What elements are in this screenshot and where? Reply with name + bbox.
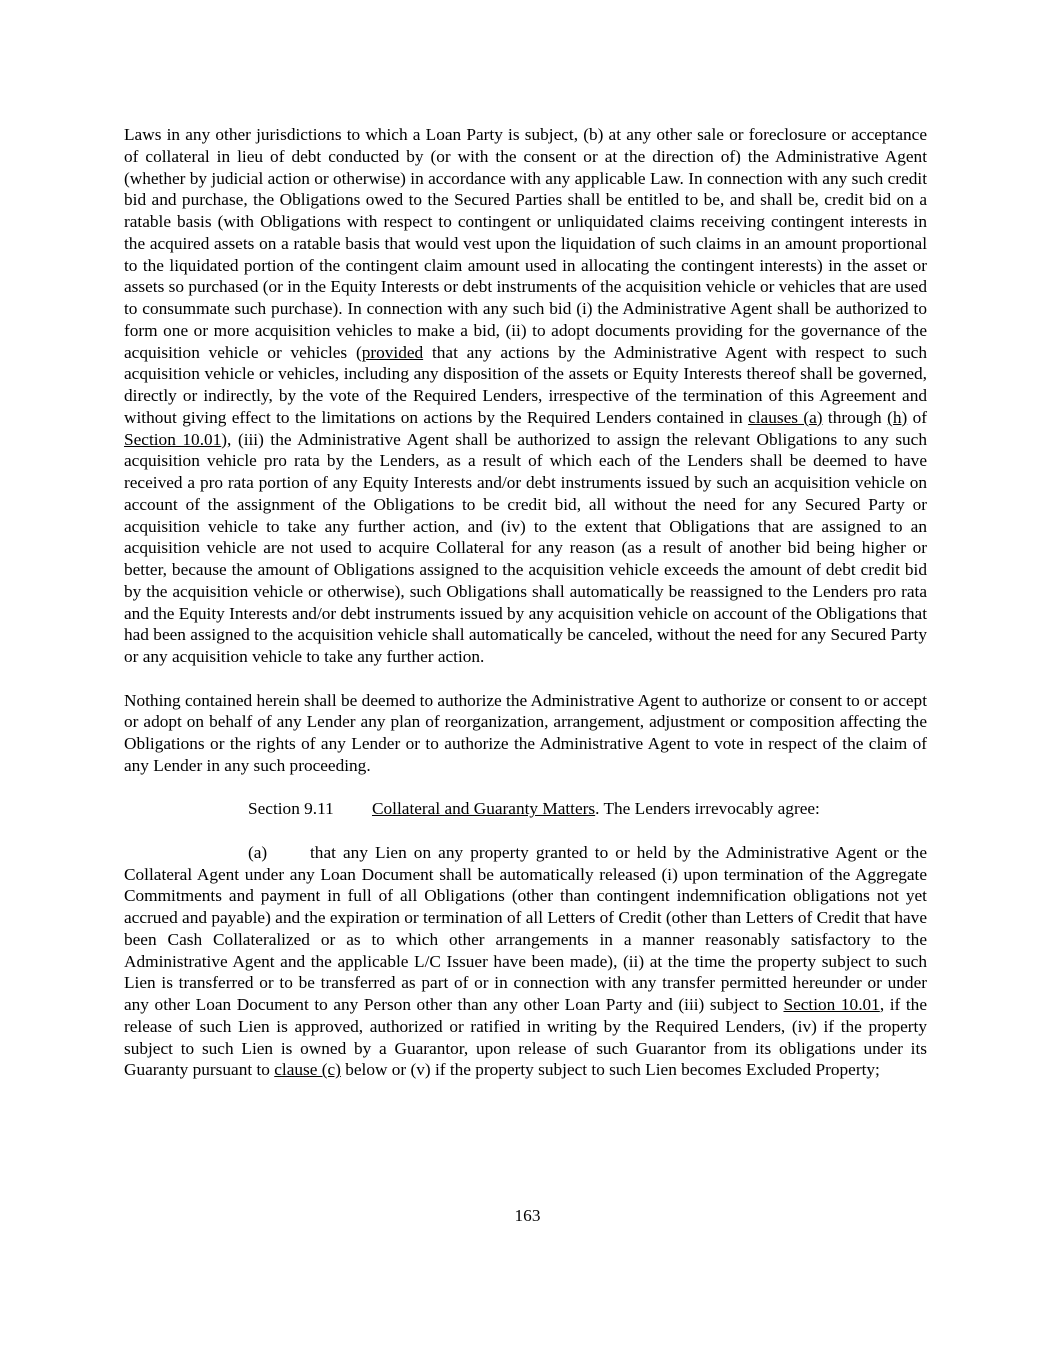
- page-number: 163: [514, 1206, 541, 1225]
- clause-a-paragraph: [124, 842, 927, 1081]
- paragraph-nothing-contained: Nothing contained herein shall be deemed to authorize the Administrative Agent to authorize or consent to or accept or adopt on behalf of any Lender any plan of reorganization, arrangement, adjustment or composition affecting the Obligations or the rights of any Lender or to authorize the Administrative Agent to vote in respect of the claim of any Lender in any such proceeding.: [124, 690, 927, 775]
- text-run: that any actions by the Administrative Agent with respect to such acquisition vehicle or vehicles, including any disposition of the assets or Equity Interests thereof shall be governed, directly or indirectly, by the vote of the Required Lenders, irrespective of the termination of this Agreement and without giving effect to the limitations on actions by the Required Lenders contained in: [124, 342, 927, 427]
- clause-a-label: (a): [248, 842, 268, 862]
- text-run: below or (v) if the property subject to such Lien becomes Excluded Property;: [340, 1060, 880, 1080]
- document-page: [124, 124, 927, 1081]
- text-run: , if the release of such Lien is approved, authorized or ratified in writing by the Required Lenders, (iv) if the property subject to such Lien is owned by a Guarantor, upon release of such Guarantor from its obligations under its Guaranty pursuant to: [124, 995, 927, 1080]
- section-rest: . The Lenders irrevocably agree:: [595, 799, 820, 819]
- provided-term: provided: [361, 342, 424, 362]
- clauses-a-reference: clauses (a): [748, 407, 823, 427]
- section-10-01-reference: Section 10.01: [783, 995, 880, 1014]
- section-number: Section 9.11: [248, 799, 334, 819]
- text-run: through: [822, 407, 888, 427]
- clause-c-reference: clause (c): [274, 1060, 341, 1080]
- paragraph-credit-bid: [124, 124, 927, 668]
- clause-h-reference: (h): [887, 407, 908, 427]
- section-heading: [124, 798, 927, 820]
- text-run: of: [907, 407, 927, 427]
- text-run: that any Lien on any property granted to or held by the Administrative Agent or the Collateral Agent under any Loan Document shall be automatically released (i) upon termination of the Aggregate Commitments and payment in full of all Obligations (other than contingent indemnification obligations not yet accrued and payable) and the expiration or termination of all Letters of Credit (other than Letters of Credit that have been Cash Collateralized or as to which other arrangements in a manner reasonably satisfactory to the Administrative Agent and the applicable L/C Issuer have been made), (ii) at the time the property subject to such Lien is transferred or to be transferred as part of or in connection with any transfer permitted hereunder or under any other Loan Document to any Person other than any other Loan Party and (iii) subject to: [124, 842, 927, 1014]
- section-title: Collateral and Guaranty Matters: [372, 799, 596, 819]
- text-run: ), (iii) the Administrative Agent shall be authorized to assign the relevant Obligations to any such acquisition vehicle pro rata by the Lenders, as a result of which each of the Lenders shall be deemed to have received a pro rata portion of any Equity Interests and/or debt instruments issued by such an acquisition vehicle on account of the assignment of the Obligations to be credit bid, all without the need for any Secured Party or acquisition vehicle to take any further action, and (iv) to the extent that Obligations that are assigned to an acquisition vehicle are not used to acquire Collateral for any reason (as a result of another bid being higher or better, because the amount of Obligations assigned to the acquisition vehicle exceeds the amount of debt credit bid by the acquisition vehicle or otherwise), such Obligations shall automatically be reassigned to the Lenders pro rata and the Equity Interests and/or debt instruments issued by any acquisition vehicle on account of the Obligations that had been assigned to the acquisition vehicle shall automatically be canceled, without the need for any Secured Party or any acquisition vehicle to take any further action.: [124, 429, 927, 666]
- section-10-01-reference: Section 10.01: [124, 429, 222, 449]
- text-run: Laws in any other jurisdictions to which a Loan Party is subject, (b) at any other sale or foreclosure or acceptance of collateral in lieu of debt conducted by (or with the consent or at the direction of) the Administrative Agent (whether by judicial action or otherwise) in accordance with any applicable Law. In connection with any such credit bid and purchase, the Obligations owed to the Secured Parties shall be entitled to be, and shall be, credit bid on a ratable basis (with Obligations with respect to contingent or unliquidated claims receiving contingent interests in the acquired assets on a ratable basis that would vest upon the liquidation of such claims in an amount proportional to the liquidated portion of the contingent claim amount used in allocating the contingent interests) in the asset or assets so purchased (or in the Equity Interests or debt instruments of the acquisition vehicle or vehicles that are used to consummate such purchase). In connection with any such bid (i) the Administrative Agent shall be authorized to form one or more acquisition vehicles to make a bid, (ii) to adopt documents providing for the governance of the acquisition vehicle or vehicles (: [124, 125, 927, 362]
